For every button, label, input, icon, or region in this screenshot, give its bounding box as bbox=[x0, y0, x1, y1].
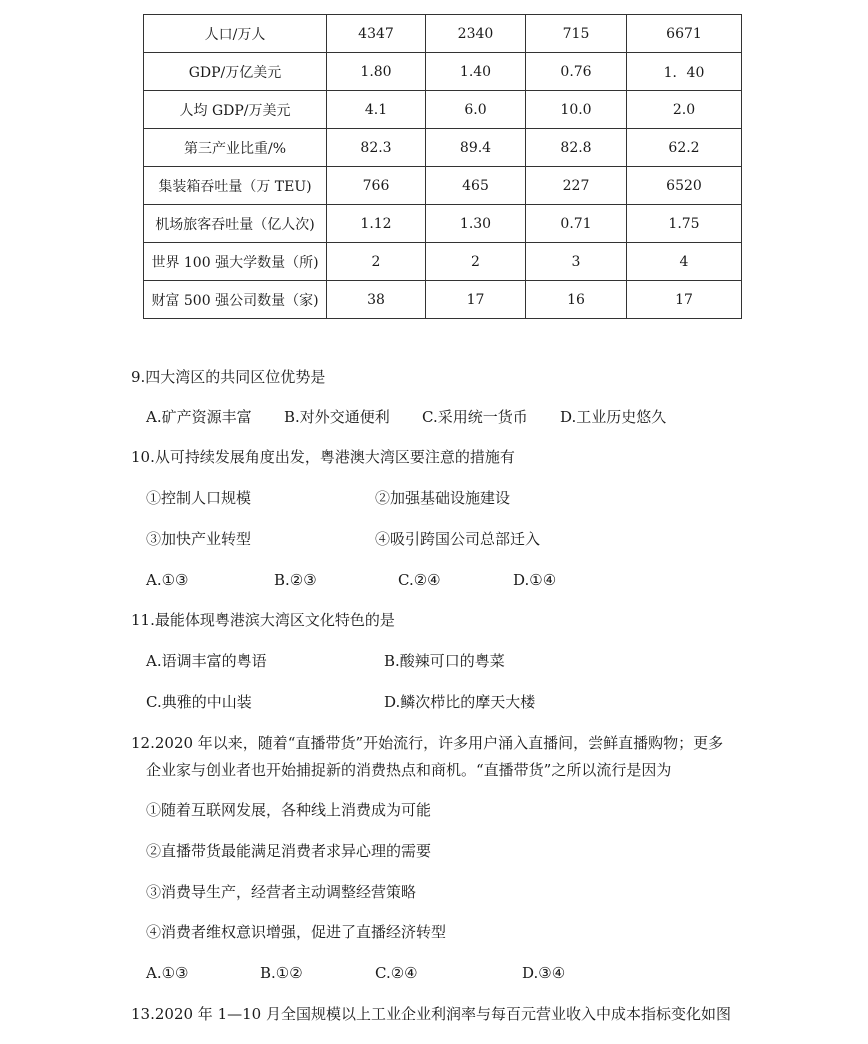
value-cell: 766 bbox=[327, 167, 426, 205]
row-label-cell: 人均 GDP/万美元 bbox=[144, 91, 327, 129]
q10-item-1: ①控制人口规模 bbox=[146, 489, 252, 507]
value-cell: 715 bbox=[526, 15, 627, 53]
value-cell: 4 bbox=[627, 243, 742, 281]
value-cell: 62.2 bbox=[627, 129, 742, 167]
value-cell: 1.80 bbox=[327, 53, 426, 91]
table-body bbox=[144, 15, 742, 319]
q10-option-c[interactable]: C.②④ bbox=[398, 571, 441, 589]
table-row bbox=[144, 167, 742, 205]
q10-option-a[interactable]: A.①③ bbox=[146, 571, 189, 589]
q10-item-4: ④吸引跨国公司总部迁入 bbox=[375, 530, 541, 548]
value-cell: 1．40 bbox=[627, 53, 742, 91]
table-row bbox=[144, 281, 742, 319]
q12-item-1: ①随着互联网发展，各种线上消费成为可能 bbox=[146, 801, 432, 819]
q12-stem-line-1: 12.2020 年以来，随着“直播带货”开始流行，许多用户涌入直播间，尝鲜直播购物；更多 bbox=[131, 734, 724, 752]
q12-option-c[interactable]: C.②④ bbox=[375, 964, 418, 982]
q12-item-3: ③消费导生产，经营者主动调整经营策略 bbox=[146, 883, 417, 901]
value-cell: 4347 bbox=[327, 15, 426, 53]
row-label-cell: GDP/万亿美元 bbox=[144, 53, 327, 91]
row-label-cell: 人口/万人 bbox=[144, 15, 327, 53]
value-cell: 16 bbox=[526, 281, 627, 319]
q12-option-d[interactable]: D.③④ bbox=[522, 964, 566, 982]
bay-area-data-table bbox=[143, 14, 742, 319]
table-row bbox=[144, 15, 742, 53]
q11-option-a[interactable]: A.语调丰富的粤语 bbox=[146, 652, 267, 670]
row-label-cell: 机场旅客吞吐量（亿人次) bbox=[144, 205, 327, 243]
q11-option-d[interactable]: D.鳞次栉比的摩天大楼 bbox=[384, 693, 536, 711]
q11-option-c[interactable]: C.典雅的中山装 bbox=[146, 693, 252, 711]
q10-item-2: ②加强基础设施建设 bbox=[375, 489, 511, 507]
table-row bbox=[144, 205, 742, 243]
q13-stem: 13.2020 年 1—10 月全国规模以上工业企业利润率与每百元营业收入中成本指标变化如图 bbox=[131, 1005, 731, 1023]
q9-stem: 9.四大湾区的共同区位优势是 bbox=[131, 368, 326, 386]
q12-option-b[interactable]: B.①② bbox=[260, 964, 303, 982]
q10-item-3: ③加快产业转型 bbox=[146, 530, 252, 548]
value-cell: 2340 bbox=[426, 15, 526, 53]
value-cell: 0.76 bbox=[526, 53, 627, 91]
value-cell: 82.8 bbox=[526, 129, 627, 167]
value-cell: 2 bbox=[327, 243, 426, 281]
table-row bbox=[144, 243, 742, 281]
value-cell: 6.0 bbox=[426, 91, 526, 129]
value-cell: 38 bbox=[327, 281, 426, 319]
value-cell: 89.4 bbox=[426, 129, 526, 167]
table-row bbox=[144, 53, 742, 91]
value-cell: 1.40 bbox=[426, 53, 526, 91]
table-row bbox=[144, 91, 742, 129]
row-label-cell: 世界 100 强大学数量（所) bbox=[144, 243, 327, 281]
row-label-cell: 财富 500 强公司数量（家) bbox=[144, 281, 327, 319]
value-cell: 6671 bbox=[627, 15, 742, 53]
q12-stem-line-2: 企业家与创业者也开始捕捉新的消费热点和商机。“直播带货”之所以流行是因为 bbox=[146, 761, 672, 779]
value-cell: 2 bbox=[426, 243, 526, 281]
q9-option-d[interactable]: D.工业历史悠久 bbox=[560, 408, 667, 426]
row-label-cell: 集装箱吞吐量（万 TEU) bbox=[144, 167, 327, 205]
row-label-cell: 第三产业比重/% bbox=[144, 129, 327, 167]
value-cell: 17 bbox=[426, 281, 526, 319]
value-cell: 3 bbox=[526, 243, 627, 281]
q11-option-b[interactable]: B.酸辣可口的粤菜 bbox=[384, 652, 505, 670]
q12-item-2: ②直播带货最能满足消费者求异心理的需要 bbox=[146, 842, 432, 860]
value-cell: 0.71 bbox=[526, 205, 627, 243]
value-cell: 1.12 bbox=[327, 205, 426, 243]
value-cell: 1.30 bbox=[426, 205, 526, 243]
q10-option-d[interactable]: D.①④ bbox=[513, 571, 557, 589]
value-cell: 2.0 bbox=[627, 91, 742, 129]
value-cell: 1.75 bbox=[627, 205, 742, 243]
q12-item-4: ④消费者维权意识增强，促进了直播经济转型 bbox=[146, 923, 447, 941]
value-cell: 4.1 bbox=[327, 91, 426, 129]
q9-option-a[interactable]: A.矿产资源丰富 bbox=[146, 408, 252, 426]
table-row bbox=[144, 129, 742, 167]
q9-option-c[interactable]: C.采用统一货币 bbox=[422, 408, 528, 426]
q11-stem: 11.最能体现粤港滨大湾区文化特色的是 bbox=[131, 611, 395, 629]
value-cell: 82.3 bbox=[327, 129, 426, 167]
q12-option-a[interactable]: A.①③ bbox=[146, 964, 189, 982]
value-cell: 17 bbox=[627, 281, 742, 319]
q9-option-b[interactable]: B.对外交通便利 bbox=[284, 408, 390, 426]
q10-stem: 10.从可持续发展角度出发，粤港澳大湾区要注意的措施有 bbox=[131, 448, 515, 466]
value-cell: 227 bbox=[526, 167, 627, 205]
q10-option-b[interactable]: B.②③ bbox=[274, 571, 317, 589]
value-cell: 10.0 bbox=[526, 91, 627, 129]
value-cell: 6520 bbox=[627, 167, 742, 205]
value-cell: 465 bbox=[426, 167, 526, 205]
